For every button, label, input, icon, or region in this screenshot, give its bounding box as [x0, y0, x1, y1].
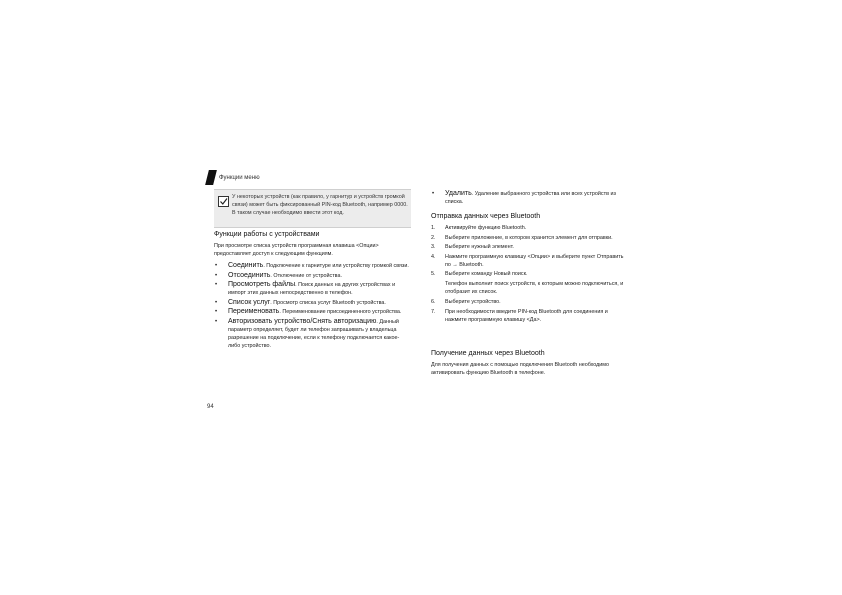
- item-desc: . Данный параметр определяет, будет ли телефон запрашивать у владельца разрешение на подключение, если к телефону подключается какое-либо устройство.: [228, 318, 400, 349]
- step-number: 6.: [431, 298, 436, 305]
- device-functions-intro: При просмотре списка устройств программная клавиша <Опции> предоставляет доступ к следующим функциям.: [214, 243, 379, 257]
- bullet-icon: •: [215, 309, 218, 315]
- step-item: [431, 308, 627, 324]
- step-item: [431, 298, 627, 306]
- step-item: [431, 253, 627, 269]
- step-text: Нажмите программную клавишу <Опции> и выберите пункт Отправить по → Bluetooth.: [445, 253, 624, 268]
- list-item: [431, 190, 627, 206]
- bullet-icon: •: [215, 318, 218, 325]
- step-number: 4.: [431, 253, 436, 260]
- list-item: [214, 262, 410, 270]
- page-number: 94: [207, 404, 214, 410]
- delete-item-list: [431, 190, 627, 208]
- list-item: [214, 308, 410, 316]
- bullet-icon: •: [215, 272, 218, 279]
- send-data-title: Отправка данных через Bluetooth: [431, 213, 541, 220]
- device-functions-list: [214, 262, 410, 351]
- header-accent-bar: [205, 170, 217, 185]
- step-item: [431, 270, 627, 296]
- step-text: При необходимости введите PIN-код Bluetooth для соединения и нажмите программную клавишу <Да>.: [445, 308, 608, 323]
- item-desc: . Переименование присоединенного устройства.: [279, 309, 402, 315]
- step-text: Выберите устройство.: [445, 298, 501, 305]
- bullet-icon: •: [432, 191, 435, 197]
- item-desc: . Отключение от устройства.: [270, 272, 342, 279]
- step-subtext: Телефон выполнит поиск устройств, к которым можно подключиться, и отобразит их список.: [445, 281, 624, 296]
- step-text: Выберите команду Новый поиск.: [445, 271, 528, 278]
- receive-data-text: Для получения данных с помощью подключения Bluetooth необходимо активировать функцию Bluetooth в телефоне.: [431, 362, 610, 376]
- step-number: 3.: [431, 244, 436, 251]
- step-text: Выберите приложение, в котором хранится элемент для отправки.: [445, 234, 613, 241]
- list-item: [214, 299, 410, 307]
- item-term: Отсоединить: [228, 271, 271, 279]
- item-desc: . Подключение к гарнитуре или устройству громкой связи.: [263, 263, 409, 269]
- bullet-icon: •: [215, 282, 218, 288]
- step-number: 2.: [431, 234, 436, 241]
- step-number: 7.: [431, 308, 436, 315]
- device-functions-title: Функции работы с устройствами: [214, 231, 320, 238]
- item-term: Переименовать: [228, 308, 280, 315]
- item-desc: . Поиск данных на других устройствах и импорт этих данных непосредственно в телефон.: [228, 282, 396, 296]
- page-header-title: Функции меню: [219, 175, 260, 181]
- receive-data-title: Получение данных через Bluetooth: [431, 350, 545, 357]
- item-term: Удалить: [445, 190, 472, 197]
- list-item: [214, 318, 410, 350]
- item-desc: . Просмотр списка услуг Bluetooth устройства.: [270, 299, 386, 306]
- note-text: У некоторых устройств (как правило, у гарнитур и устройств громкой связи) может быть фиксированный PIN-код Bluetooth, например 0000. В таком случае необходимо ввести этот код.: [232, 194, 408, 216]
- step-item: [431, 243, 627, 251]
- item-desc: . Удаление выбранного устройства или всех устройств из списка.: [445, 191, 616, 205]
- step-item: [431, 224, 627, 232]
- bullet-icon: •: [215, 299, 218, 306]
- list-item: [214, 272, 410, 280]
- step-number: 1.: [431, 225, 436, 231]
- step-item: [431, 234, 627, 242]
- item-term: Список услуг: [228, 298, 271, 306]
- send-steps-list: [431, 224, 627, 325]
- item-term: Авторизовать устройство/Снять авторизацию: [228, 317, 377, 325]
- checkmark-note-icon: [218, 196, 229, 207]
- step-number: 5.: [431, 271, 436, 278]
- list-item: [214, 281, 410, 297]
- item-term: Соединить: [228, 262, 264, 269]
- step-text: Выберите нужный элемент.: [445, 244, 514, 251]
- step-text: Активируйте функцию Bluetooth.: [445, 225, 527, 231]
- item-term: Просмотреть файлы: [228, 281, 296, 288]
- bullet-icon: •: [215, 263, 218, 269]
